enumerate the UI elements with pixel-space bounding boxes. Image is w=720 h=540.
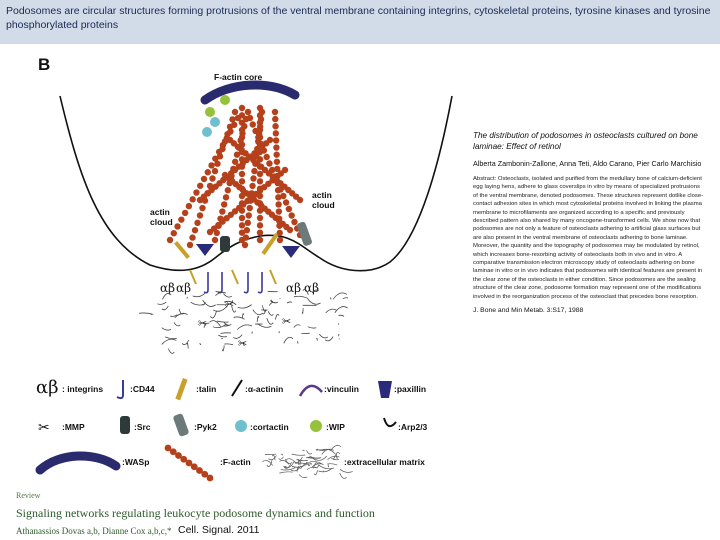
ecm-fiber: [301, 333, 309, 334]
factin-bead: [239, 237, 245, 243]
ecm-fiber: [299, 475, 307, 478]
wasp-icon: [40, 456, 116, 470]
factin-bead: [192, 227, 198, 233]
factin-core-label: F-actin core: [214, 72, 263, 82]
factin-bead: [283, 199, 289, 205]
factin-bead: [219, 208, 225, 214]
legend-label-paxillin: :paxillin: [394, 384, 427, 394]
factin-bead: [239, 127, 245, 133]
ecm-icon: [262, 445, 352, 478]
ecm-fiber: [343, 298, 348, 299]
factin-bead: [221, 201, 227, 207]
scissors-icon: ✂: [38, 420, 50, 436]
src-shape: [220, 236, 230, 252]
ecm-fiber: [193, 293, 205, 297]
ecm-fiber: [325, 337, 333, 341]
ecm-fiber: [340, 473, 347, 478]
ecm-fiber: [221, 338, 223, 339]
ecm-fiber: [162, 339, 177, 344]
factin-bead: [212, 168, 218, 174]
factin-bead: [239, 134, 245, 140]
factin-bead: [189, 234, 195, 240]
factin-bead: [297, 197, 303, 203]
factin-bead: [257, 178, 263, 184]
factin-bead: [280, 193, 286, 199]
wip-dot: [220, 95, 230, 105]
ecm-fiber: [222, 345, 224, 350]
ecm-fiber: [287, 302, 292, 303]
integrin-icon: αβ: [36, 377, 59, 398]
vinculin-icon: [300, 386, 322, 396]
factin-bead: [205, 169, 211, 175]
factin-bead: [250, 175, 256, 181]
factin-bead: [208, 162, 214, 168]
pyk2-icon: [173, 413, 190, 437]
ecm-fiber: [211, 311, 217, 318]
factin-bead: [167, 237, 173, 243]
factin-bead: [239, 193, 245, 199]
actin-cloud-right-label: actin cloud: [312, 190, 335, 210]
factin-bead: [239, 141, 245, 147]
ecm-fiber: [331, 458, 339, 459]
ecm-fiber: [242, 314, 243, 319]
ecm-fiber: [279, 457, 284, 459]
legend-label-mmp: :MMP: [62, 422, 85, 432]
factin-bead: [216, 149, 222, 155]
ecm-fiber: [319, 334, 328, 338]
factin-bead: [239, 156, 245, 162]
factin-bead: [263, 154, 269, 160]
factin-bead: [239, 119, 245, 125]
ecm-fiber: [165, 337, 177, 339]
ecm-fiber: [333, 293, 347, 299]
ecm-fiber: [200, 343, 201, 345]
mmp-scissors: [198, 298, 291, 350]
factin-bead: [223, 194, 229, 200]
factin-bead: [257, 119, 263, 125]
factin-bead: [207, 475, 214, 482]
svg-text:αβ: αβ: [160, 281, 176, 295]
ecm-fiber: [302, 308, 303, 313]
factin-bead: [257, 215, 263, 221]
ecm-fiber: [237, 325, 252, 330]
factin-bead: [171, 230, 177, 236]
actin-cloud-left-label: actin cloud: [150, 207, 173, 227]
factin-filaments: [167, 105, 303, 248]
factin-bead: [251, 168, 257, 174]
integrin-row: [160, 281, 319, 295]
legend-label-cortactin: :cortactin: [250, 422, 289, 432]
factin-bead: [272, 123, 278, 129]
ecm-fiber: [202, 302, 205, 305]
svg-text:✂: ✂: [198, 317, 208, 330]
legend-label-wasp: :WASp: [122, 457, 150, 467]
svg-text:αβ: αβ: [304, 281, 320, 295]
ecm-fiber: [294, 325, 301, 328]
ecm-fiber: [308, 299, 321, 304]
cd44-row: [204, 272, 262, 293]
talin-icon: [175, 378, 187, 400]
ecm-fiber: [267, 318, 273, 324]
legend-label-talin: :talin: [196, 384, 217, 394]
ecm-fiber: [224, 344, 233, 345]
factin-bead: [257, 222, 263, 228]
factin-bead: [239, 185, 245, 191]
factin-bead: [257, 156, 263, 162]
ecm-fiber: [335, 307, 348, 313]
factin-bead: [246, 212, 252, 218]
abstract-body: Abstract: Osteoclasts, isolated and purified from the medullary bone of calcium-deficient egg laying hens, adhere to glass coverslips in vitro by means of specialized protrusions of the ventral membrane, denoted podosomes. These structures represent dotlike close-contact adhesion sites in which most cytoskeletal proteins involved in linking the plasma membrane to microfilaments are organized according to a specific and previously described pattern also shared by many oncogene-transformed cells. We show now that podosomes are not only a feature of osteoclasts adhering to artificial glass surfaces but are also present in the ventral membrane of osteoclasts adhering to bone laminae. Moreover, the quantity and the topography of podosomes may be modulated by retinol, which increases bone-resorbing activity of osteoclasts both in vivo and in vitro. A comparative transmission electron microscopy study of osteoclasts adhering on bone laminae in vitro or in vivo indicates that podosomes with identical features are present in the clear zone of the osteoclasts in either condition. Since podosomes are the sealing structure of the clear zone, podosome formation may represent one of the modifications involved in the reorganization process of the osteoclast that precedes bone resorption.: [473, 176, 704, 300]
banner-text: Podosomes are circular structures forming protrusions of the ventral membrane containing integrins, cytoskeletal proteins, tyrosine kinases and tyrosine phosphorylated proteins: [6, 5, 711, 31]
factin-bead: [247, 115, 253, 121]
factin-bead: [257, 171, 263, 177]
legend: [36, 377, 428, 481]
factin-bead: [207, 229, 213, 235]
factin-bead: [257, 229, 263, 235]
factin-bead: [199, 205, 205, 211]
legend-label-src: :Src: [134, 422, 151, 432]
ecm-fiber: [275, 314, 279, 319]
svg-text:✂: ✂: [238, 337, 248, 350]
factin-bead: [182, 210, 188, 216]
factin-bead: [239, 200, 245, 206]
factin-bead: [249, 183, 255, 189]
factin-bead: [239, 215, 245, 221]
factin-bead: [273, 137, 279, 143]
factin-bead: [274, 159, 280, 165]
factin-bead: [250, 121, 256, 127]
factin-bead: [225, 187, 231, 193]
factin-bead: [277, 237, 283, 243]
legend-label-vinculin: :vinculin: [324, 384, 359, 394]
factin-bead: [239, 178, 245, 184]
factin-bead: [273, 151, 279, 157]
factin-bead: [288, 212, 294, 218]
factin-bead: [257, 105, 263, 111]
title-banner: [0, 0, 720, 44]
wip-dot: [205, 107, 215, 117]
paxillin-icon: [378, 381, 392, 398]
svg-text:αβ: αβ: [176, 281, 192, 295]
factin-bead: [245, 109, 251, 115]
factin-bead: [239, 112, 245, 118]
review-citation: Cell. Signal. 2011: [178, 524, 260, 536]
factin-bead: [272, 116, 278, 122]
factin-bead: [257, 207, 263, 213]
legend-label-cd44: :CD44: [130, 384, 155, 394]
paxillin-shape: [196, 244, 214, 256]
abstract-authors: Alberta Zambonin-Zallone, Anna Teti, Aldo Carano, Pier Carlo Marchisio: [473, 159, 702, 168]
ecm-fiber: [253, 310, 262, 315]
factin-bead: [239, 222, 245, 228]
actinin-icon: [232, 380, 242, 396]
ecm-fiber: [269, 302, 275, 305]
factin-bead: [257, 200, 263, 206]
legend-label-pyk2: :Pyk2: [194, 422, 217, 432]
factin-bead: [286, 206, 292, 212]
review-authors: Athanassios Dovas a,b, Dianne Cox a,b,c,*: [16, 526, 172, 536]
ecm-fiber: [162, 306, 168, 310]
factin-bead: [239, 207, 245, 213]
podosome-diagram: [0, 44, 470, 494]
factin-bead: [239, 171, 245, 177]
factin-bead: [247, 205, 253, 211]
factin-bead: [257, 163, 263, 169]
factin-bead: [276, 208, 282, 214]
svg-text:✂: ✂: [225, 298, 235, 311]
factin-bead: [257, 193, 263, 199]
panel-letter: B: [38, 55, 51, 74]
factin-bead: [257, 112, 263, 118]
factin-bead: [257, 149, 263, 155]
arp23-icon: [384, 418, 396, 426]
factin-bead: [287, 227, 293, 233]
wip-icon: [310, 420, 322, 432]
ecm-fiber: [271, 300, 272, 302]
ecm-fiber: [238, 305, 252, 308]
plasma-membrane: [60, 96, 452, 271]
ecm-fiber: [340, 469, 353, 472]
legend-label-integrins: : integrins: [62, 384, 104, 394]
factin-bead: [257, 127, 263, 133]
abstract-title: The distribution of podosomes in osteoclasts cultured on bone laminae: Effect of retinol: [473, 131, 698, 151]
ecm-fiber: [162, 328, 171, 330]
ecm-fiber: [268, 311, 273, 315]
factin-bead: [174, 223, 180, 229]
factin-bead: [266, 160, 272, 166]
factin-bead: [186, 203, 192, 209]
factin-bead: [189, 196, 195, 202]
cd44-icon: [117, 380, 123, 398]
ecm-fiber: [168, 349, 174, 354]
ecm-fiber: [175, 313, 188, 317]
ecm-fiber: [339, 315, 345, 316]
ecm-fiber: [328, 464, 329, 467]
factin-bead: [193, 189, 199, 195]
cortactin-dot: [210, 117, 220, 127]
ecm-fiber: [223, 294, 231, 298]
factin-icon: [165, 445, 214, 482]
factin-bead: [272, 109, 278, 115]
ecm-fiber: [307, 450, 312, 454]
ecm-fiber: [279, 472, 292, 473]
ecm-fiber: [308, 327, 317, 328]
factin-bead: [212, 155, 218, 161]
wasp-cap: [205, 85, 295, 100]
factin-bead: [178, 216, 184, 222]
factin-bead: [239, 229, 245, 235]
svg-text:αβ: αβ: [286, 281, 302, 295]
factin-bead: [212, 237, 218, 243]
ecm-fiber: [221, 333, 231, 334]
ecm-fiber: [294, 296, 308, 298]
ecm-fiber: [281, 454, 283, 455]
ecm-fiber: [292, 454, 306, 455]
factin-bead: [227, 128, 233, 134]
legend-label-ecm: :extracellular matrix: [344, 457, 425, 467]
factin-bead: [197, 212, 203, 218]
ecm-fiber: [257, 316, 259, 322]
svg-text:✂: ✂: [282, 315, 292, 328]
factin-bead: [231, 122, 237, 128]
factin-bead: [257, 141, 263, 147]
factin-bead: [201, 176, 207, 182]
factin-bead: [209, 175, 215, 181]
factin-bead: [239, 149, 245, 155]
cortactin-icon: [235, 420, 247, 432]
factin-bead: [257, 237, 263, 243]
ecm-fiber: [187, 343, 188, 348]
paxillin-shape: [282, 246, 300, 258]
talin-row: [190, 270, 276, 284]
review-title: Signaling networks regulating leukocyte podosome dynamics and function: [16, 506, 375, 520]
factin-bead: [275, 201, 281, 207]
ecm-fiber: [217, 321, 229, 322]
ecm-fiber: [174, 322, 180, 325]
factin-bead: [239, 163, 245, 169]
factin-bead: [197, 197, 203, 203]
ecm-fiber: [284, 337, 293, 343]
factin-bead: [245, 220, 251, 226]
ecm-fiber: [314, 470, 317, 475]
factin-bead: [187, 242, 193, 248]
cortactin-dot: [202, 127, 212, 137]
factin-bead: [194, 220, 200, 226]
legend-label-factin: :F-actin: [220, 457, 251, 467]
ecm-fiber: [218, 335, 226, 337]
factin-bead: [257, 134, 263, 140]
abstract-panel: [473, 130, 705, 314]
legend-label-arp23: :Arp2/3: [398, 422, 428, 432]
factin-bead: [239, 105, 245, 111]
factin-bead: [232, 109, 238, 115]
ecm-fiber: [330, 298, 331, 300]
factin-bead: [257, 185, 263, 191]
ecm-fiber: [157, 302, 166, 304]
src-icon: [120, 416, 130, 434]
factin-bead: [197, 183, 203, 189]
ecm-fiber: [267, 460, 272, 466]
factin-bead: [291, 219, 297, 225]
factin-bead: [273, 144, 279, 150]
ecm-fiber: [327, 464, 337, 465]
legend-label-wip: :WIP: [326, 422, 345, 432]
review-label: Review: [16, 491, 41, 500]
ecm-fiber: [252, 332, 253, 334]
ecm-fiber: [280, 460, 289, 464]
factin-bead: [220, 142, 226, 148]
ecm-fiber: [317, 338, 318, 340]
factin-bead: [273, 130, 279, 136]
legend-label-actinin: :α-actinin: [245, 384, 284, 394]
abstract-journal: J. Bone and Min Metab. 3:S17, 1988: [473, 307, 584, 315]
